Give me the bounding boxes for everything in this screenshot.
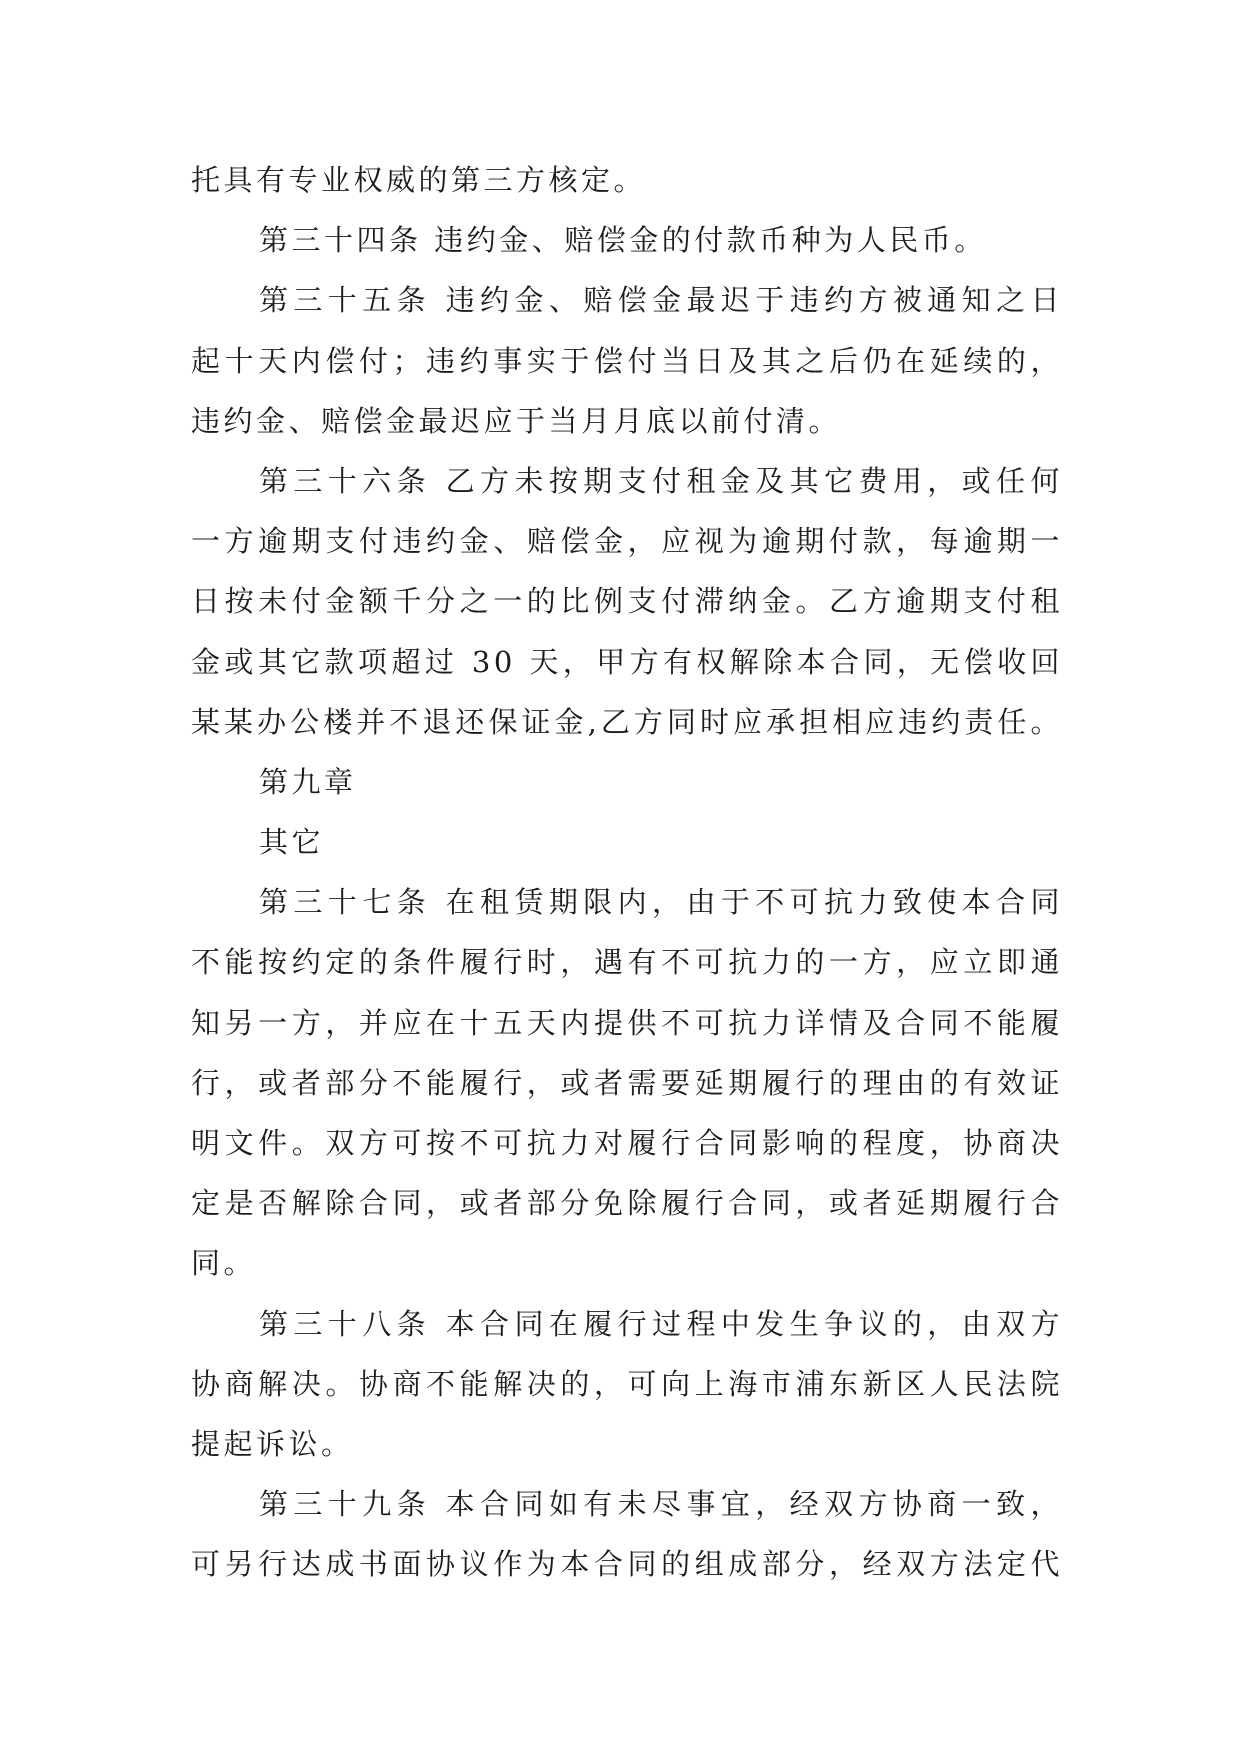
article-39-paragraph	[191, 1474, 1063, 1594]
paragraph-line: 协商解决。协商不能解决的，可向上海市浦东新区人民法院	[191, 1366, 1063, 1401]
paragraph-line: 行，或者部分不能履行，或者需要延期履行的理由的有效证	[191, 1065, 1063, 1100]
paragraph-line: 第三十八条 本合同在履行过程中发生争议的，由双方	[259, 1306, 1063, 1341]
chapter-title	[191, 812, 1063, 872]
article-34-paragraph	[191, 210, 1063, 270]
paragraph-line: 第三十九条 本合同如有未尽事宜，经双方协商一致，	[259, 1487, 1063, 1522]
paragraph-line: 托具有专业权威的第三方核定。	[191, 163, 647, 197]
paragraph-line: 违约金、赔偿金最迟应于当月月底以前付清。	[191, 403, 842, 438]
article-38-paragraph	[191, 1294, 1063, 1475]
paragraph-line: 知另一方，并应在十五天内提供不可抗力详情及合同不能履	[191, 1005, 1063, 1040]
paragraph-line: 日按未付金额千分之一的比例支付滞纳金。乙方逾期支付租	[191, 584, 1063, 619]
paragraph-line: 第三十六条 乙方未按期支付租金及其它费用，或任何	[259, 463, 1063, 498]
paragraph-line: 定是否解除合同，或者部分免除履行合同，或者延期履行合	[191, 1186, 1063, 1221]
continuation-paragraph	[191, 150, 1063, 210]
paragraph-line: 金或其它款项超过 30 天，甲方有权解除本合同，无偿收回	[191, 644, 1063, 679]
paragraph-line: 可另行达成书面协议作为本合同的组成部分，经双方法定代	[191, 1547, 1063, 1582]
chapter-title-text: 其它	[259, 825, 325, 860]
chapter-number: 第九章	[259, 764, 357, 799]
paragraph-line: 第三十七条 在租赁期限内，由于不可抗力致使本合同	[259, 885, 1063, 920]
chapter-heading	[191, 752, 1063, 812]
article-36-paragraph	[191, 451, 1063, 752]
paragraph-line: 明文件。双方可按不可抗力对履行合同影响的程度，协商决	[191, 1126, 1063, 1160]
paragraph-line: 同。	[191, 1246, 257, 1281]
paragraph-line: 提起诉讼。	[191, 1426, 354, 1461]
paragraph-line: 第三十四条 违约金、赔偿金的付款币种为人民币。	[259, 223, 987, 258]
article-37-paragraph	[191, 872, 1063, 1293]
article-35-paragraph	[191, 270, 1063, 451]
paragraph-line: 某某办公楼并不退还保证金,乙方同时应承担相应违约责任。	[191, 704, 1063, 739]
paragraph-line: 第三十五条 违约金、赔偿金最迟于违约方被通知之日	[259, 283, 1063, 318]
paragraph-line: 不能按约定的条件履行时，遇有不可抗力的一方，应立即通	[191, 945, 1063, 980]
paragraph-line: 一方逾期支付违约金、赔偿金，应视为逾期付款，每逾期一	[191, 524, 1063, 559]
document-page	[191, 150, 1063, 1595]
paragraph-line: 起十天内偿付；违约事实于偿付当日及其之后仍在延续的，	[191, 343, 1063, 378]
